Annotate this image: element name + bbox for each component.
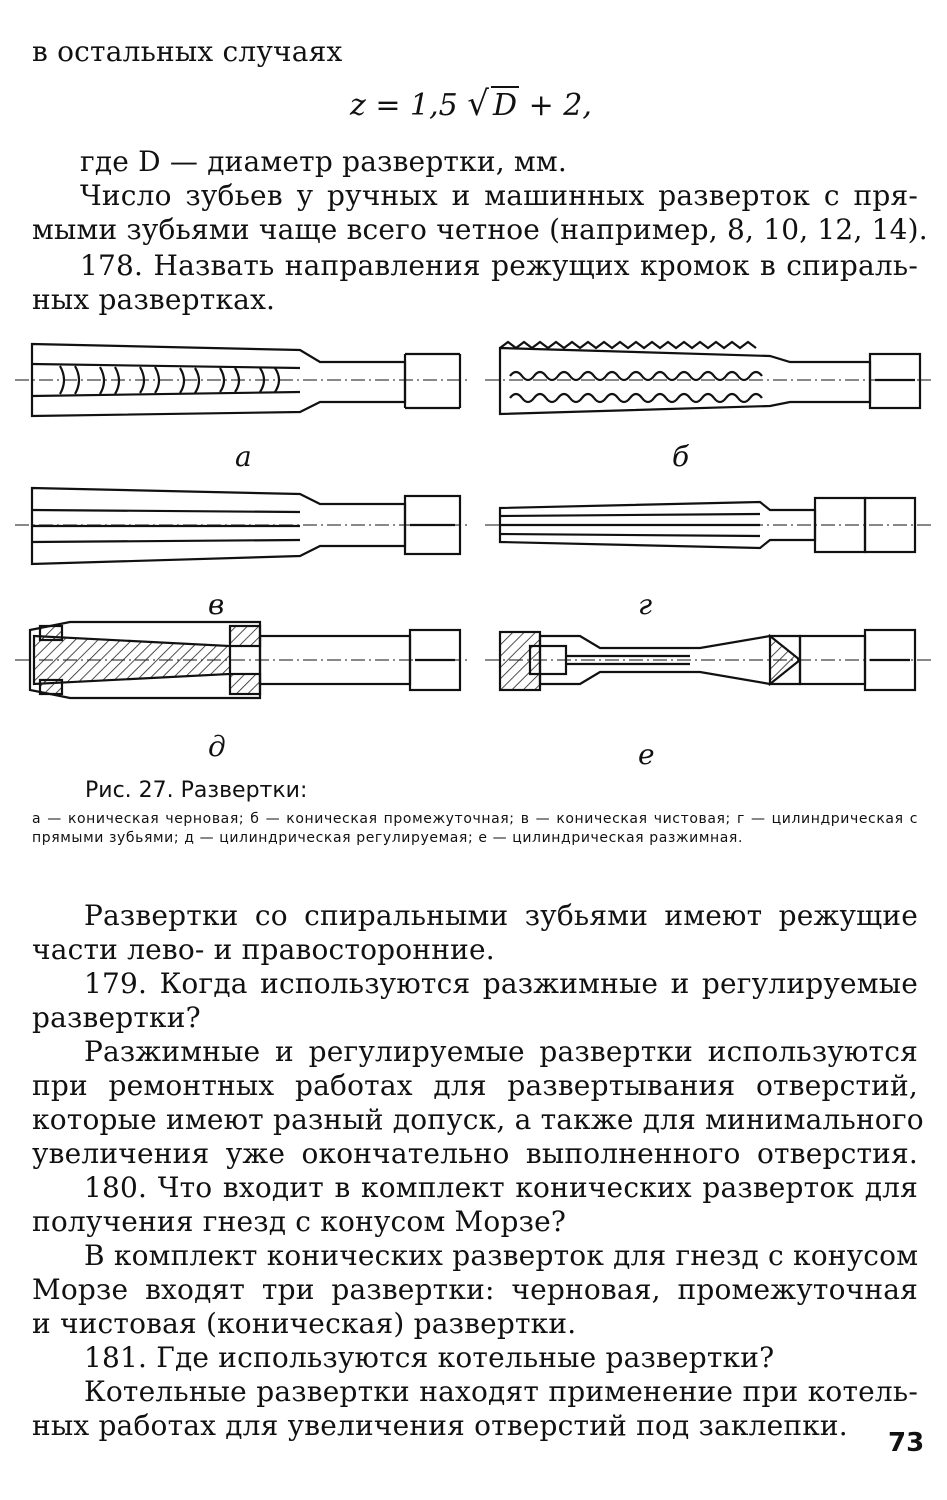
- reamer-g-drawing: [485, 498, 935, 552]
- question-180: 180. Что входит в комплект конических разверток для: [84, 1171, 918, 1204]
- text-line: Число зубьев у ручных и машинных разверток с пря-: [80, 179, 918, 212]
- text-line: и чистовая (коническая) развертки.: [32, 1307, 577, 1340]
- text-line: ных работах для увеличения отверстий под заклепки.: [32, 1409, 848, 1442]
- question-178: 178. Назвать направления режущих кромок в спираль-: [80, 249, 918, 282]
- reamer-e-drawing: [485, 630, 935, 690]
- sqrt-sign: √: [467, 84, 489, 124]
- question-181: 181. Где используются котельные развертки?: [84, 1341, 775, 1374]
- text-line: которые имеют разный допуск, а также для минимального: [32, 1103, 924, 1136]
- text-line: при ремонтных работах для развертывания отверстий,: [32, 1069, 918, 1102]
- figure-27: [0, 330, 947, 770]
- text-line: части лево- и правосторонние.: [32, 933, 495, 966]
- reamer-v-drawing: [15, 488, 470, 564]
- text-line: развертки?: [32, 1001, 201, 1034]
- text-line: ных развертках.: [32, 283, 276, 316]
- text-line: Развертки со спиральными зубьями имеют режущие: [84, 899, 918, 932]
- reamer-a-drawing: [15, 344, 470, 416]
- figure-label-a: а: [235, 440, 252, 473]
- figure-label-d: д: [208, 730, 226, 763]
- formula-radicand: D: [492, 88, 518, 123]
- formula-left: z = 1,5: [350, 88, 458, 123]
- figure-caption-legend: а — коническая черновая; б — коническая промежуточная; в — коническая чистовая; г — цилиндрическая с прямыми зубьями; д — цилиндрическая регулируемая; е — цилиндрическая разжимная.: [32, 811, 918, 846]
- text-line: в остальных случаях: [32, 35, 343, 68]
- text-line: Разжимные и регулируемые развертки используются: [84, 1035, 918, 1068]
- text-line: где D — диаметр развертки, мм.: [80, 145, 567, 178]
- text-line: мыми зубьями чаще всего четное (например, 8, 10, 12, 14).: [32, 213, 928, 246]
- figure-label-v: в: [208, 588, 225, 621]
- formula: [350, 84, 592, 124]
- question-179: 179. Когда используются разжимные и регулируемые: [84, 967, 918, 1000]
- reamers-drawing: [0, 330, 947, 770]
- text-line: получения гнезд с конусом Морзе?: [32, 1205, 567, 1238]
- figure-label-e: е: [638, 738, 655, 771]
- figure-caption-title: Рис. 27. Развертки:: [85, 778, 308, 803]
- text-line: Котельные развертки находят применение при котель-: [84, 1375, 918, 1408]
- text-line: В комплект конических разверток для гнезд с конусом: [84, 1239, 919, 1272]
- figure-label-b: б: [672, 440, 690, 473]
- text-line: увеличения уже окончательно выполненного отверстия.: [32, 1137, 918, 1170]
- figure-label-g: г: [638, 588, 653, 621]
- reamer-d-drawing: [15, 622, 470, 698]
- reamer-b-drawing: [485, 342, 935, 414]
- page-number: 73: [888, 1428, 925, 1458]
- formula-right: + 2,: [528, 88, 592, 123]
- text-line: Морзе входят три развертки: черновая, промежуточная: [32, 1273, 918, 1306]
